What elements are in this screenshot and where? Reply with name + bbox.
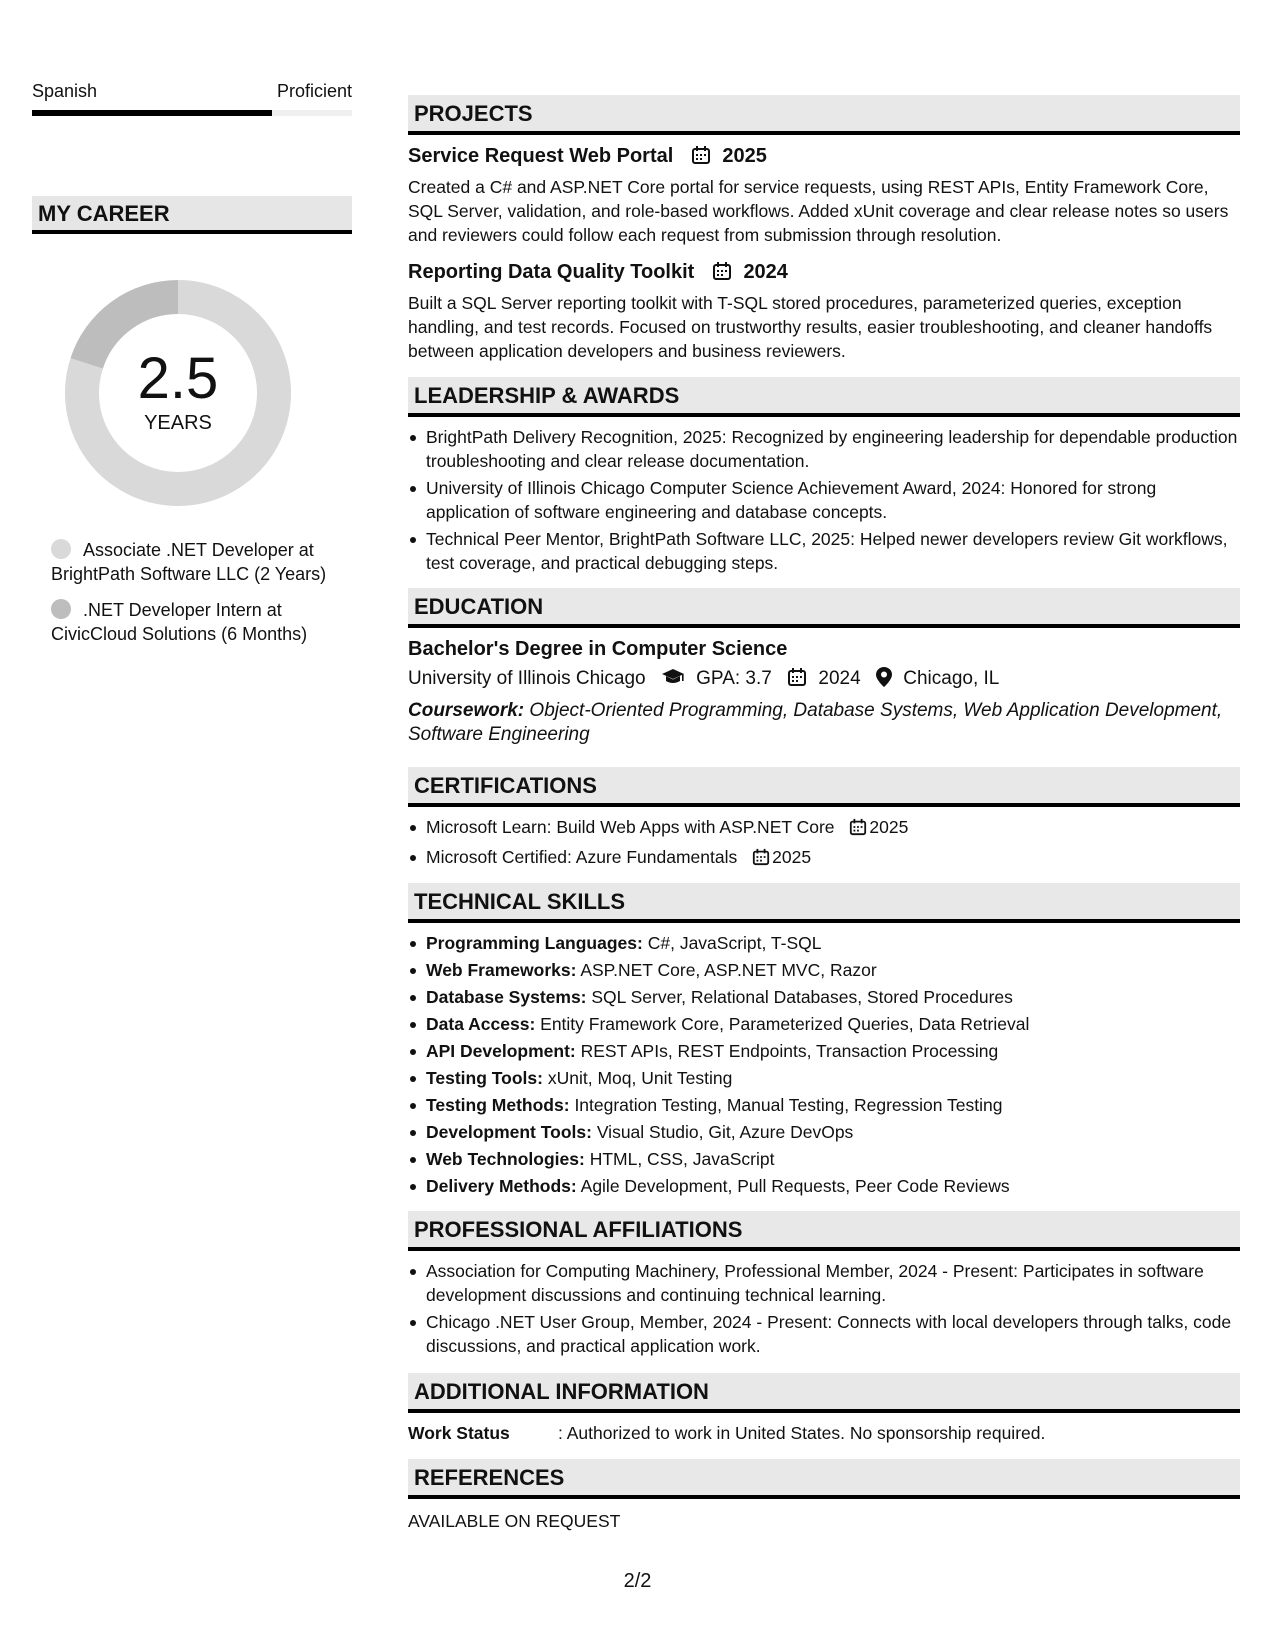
career-years-value: 2.5 [137, 346, 219, 411]
calendar-icon [787, 667, 807, 695]
certification-name: Microsoft Certified: Azure Fundamentals [426, 847, 738, 867]
skill-item [408, 931, 1240, 955]
skill-label: Testing Tools: [426, 1068, 543, 1088]
work-status-row [408, 1421, 1240, 1445]
project-year: 2025 [722, 145, 767, 167]
career-item-text: .NET Developer Intern at CivicCloud Solutions (6 Months) [51, 600, 308, 644]
school-location: Chicago, IL [903, 668, 1000, 689]
work-status-label: Work Status [408, 1423, 510, 1443]
language-level: Proficient [276, 81, 352, 101]
career-donut-chart [65, 280, 291, 506]
skill-value: Agile Development, Pull Requests, Peer Code Reviews [580, 1176, 1010, 1196]
skill-label: Database Systems: [426, 987, 587, 1007]
skill-label: Programming Languages: [426, 933, 643, 953]
projects-heading: PROJECTS [408, 95, 1240, 135]
degree-title: Bachelor's Degree in Computer Science [408, 638, 788, 660]
project-description: Built a SQL Server reporting toolkit with T-SQL stored procedures, parameterized queries, exception handling, and test records. Focused on trustworthy results, easier troubleshooting, and cleaner handoffs between application developers and business reviewers. [408, 293, 1213, 361]
leadership-list [408, 425, 1240, 575]
school-name: University of Illinois Chicago [408, 668, 646, 689]
skill-label: Web Frameworks: [426, 960, 577, 980]
skill-item [408, 1093, 1240, 1117]
project-description: Created a C# and ASP.NET Core portal for service requests, using REST APIs, Entity Framework Core, SQL Server, validation, and role-based workflows. Added xUnit coverage and clear release notes so users and reviewers could follow each request from submission through resolution. [408, 177, 1229, 245]
certification-year: 2025 [869, 817, 909, 837]
project-year: 2024 [743, 261, 788, 283]
calendar-icon [712, 261, 732, 288]
coursework [408, 699, 1240, 747]
language-proficiency-fill [32, 110, 272, 116]
skill-value: Entity Framework Core, Parameterized Queries, Data Retrieval [540, 1014, 1030, 1034]
map-pin-icon [876, 667, 892, 695]
career-list [51, 538, 351, 658]
project-title: Reporting Data Quality Toolkit [408, 261, 695, 283]
skill-label: Testing Methods: [426, 1095, 570, 1115]
language-row [32, 80, 352, 102]
career-years-unit: YEARS [144, 412, 212, 434]
list-item [408, 815, 1240, 842]
list-item [408, 845, 1240, 872]
certifications-heading: CERTIFICATIONS [408, 767, 1240, 807]
skill-value: HTML, CSS, JavaScript [589, 1149, 775, 1169]
additional-info-heading: ADDITIONAL INFORMATION [408, 1373, 1240, 1413]
left-column [32, 80, 352, 644]
list-item: BrightPath Delivery Recognition, 2025: Recognized by engineering leadership for dependable production troubleshooting and clear release documentation. [408, 425, 1240, 473]
skill-value: Integration Testing, Manual Testing, Regression Testing [574, 1095, 1003, 1115]
list-item: Chicago .NET User Group, Member, 2024 - Present: Connects with local developers through talks, code discussions, and practical application work. [408, 1310, 1240, 1358]
career-legend-dot [51, 599, 71, 619]
skill-item [408, 1174, 1240, 1198]
skill-value: C#, JavaScript, T-SQL [647, 933, 822, 953]
certification-year: 2025 [772, 847, 812, 867]
coursework-label: Coursework: [408, 700, 525, 721]
leadership-heading: LEADERSHIP & AWARDS [408, 377, 1240, 417]
career-legend-dot [51, 539, 71, 559]
skill-value: REST APIs, REST Endpoints, Transaction Processing [580, 1041, 999, 1061]
project-title-row [408, 143, 1240, 172]
gpa: GPA: 3.7 [696, 668, 772, 689]
career-heading: MY CAREER [32, 196, 352, 234]
affiliations-heading: PROFESSIONAL AFFILIATIONS [408, 1211, 1240, 1251]
skill-label: Web Technologies: [426, 1149, 585, 1169]
skill-item [408, 1039, 1240, 1063]
skill-item [408, 985, 1240, 1009]
calendar-icon [691, 145, 711, 172]
language-name: Spanish [32, 81, 98, 101]
references-heading: REFERENCES [408, 1459, 1240, 1499]
career-item-text: Associate .NET Developer at BrightPath Software LLC (2 Years) [51, 540, 327, 584]
skills-heading: TECHNICAL SKILLS [408, 883, 1240, 923]
skill-value: SQL Server, Relational Databases, Stored Procedures [591, 987, 1013, 1007]
skill-item [408, 958, 1240, 982]
right-column [408, 95, 1240, 1533]
education-details [408, 666, 1240, 695]
list-item: University of Illinois Chicago Computer Science Achievement Award, 2024: Honored for strong application of software engineering and database concepts. [408, 476, 1240, 524]
page-number: 2/2 [623, 1570, 652, 1592]
skill-item [408, 1120, 1240, 1144]
education-heading: EDUCATION [408, 588, 1240, 628]
skill-label: Delivery Methods: [426, 1176, 577, 1196]
skill-label: Data Access: [426, 1014, 536, 1034]
work-status-value: : Authorized to work in United States. No sponsorship required. [558, 1423, 1046, 1443]
list-item: Technical Peer Mentor, BrightPath Software LLC, 2025: Helped newer developers review Git workflows, test coverage, and practical debugging steps. [408, 527, 1240, 575]
skill-item [408, 1147, 1240, 1171]
career-item [51, 538, 351, 586]
skill-label: Development Tools: [426, 1122, 592, 1142]
skill-value: ASP.NET Core, ASP.NET MVC, Razor [580, 960, 877, 980]
references-text: AVAILABLE ON REQUEST [408, 1511, 621, 1531]
calendar-icon [849, 818, 867, 842]
list-item: Association for Computing Machinery, Professional Member, 2024 - Present: Participates in software development discussions and continuing technical learning. [408, 1259, 1240, 1307]
affiliations-list [408, 1259, 1240, 1358]
skill-item [408, 1066, 1240, 1090]
certification-name: Microsoft Learn: Build Web Apps with ASP.NET Core [426, 817, 835, 837]
coursework-list: Object-Oriented Programming, Database Systems, Web Application Development, Software Engineering [408, 700, 1223, 745]
certifications-list [408, 815, 1240, 872]
graduation-cap-icon [661, 667, 685, 695]
skill-value: xUnit, Moq, Unit Testing [547, 1068, 733, 1088]
skill-value: Visual Studio, Git, Azure DevOps [596, 1122, 854, 1142]
skills-list [408, 931, 1240, 1198]
career-item [51, 598, 351, 646]
calendar-icon [752, 848, 770, 872]
graduation-year: 2024 [818, 668, 861, 689]
project-title: Service Request Web Portal [408, 145, 674, 167]
project-title-row [408, 259, 1240, 288]
skill-label: API Development: [426, 1041, 576, 1061]
language-proficiency-bar [32, 110, 352, 116]
skill-item [408, 1012, 1240, 1036]
